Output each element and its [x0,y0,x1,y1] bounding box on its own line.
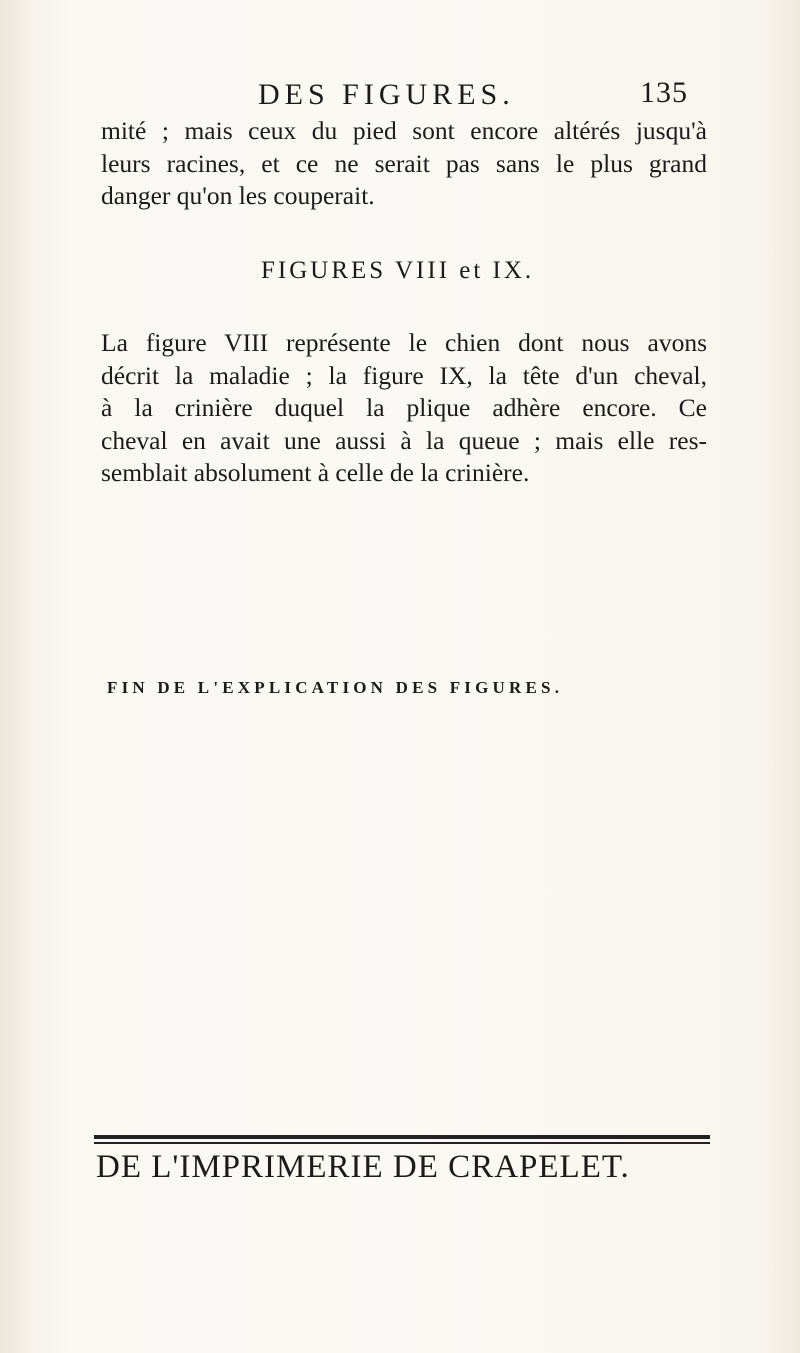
text-line: mité ; mais ceux du pied sont encore altérés jusqu'à [101,116,707,145]
paragraph-continuation [101,115,707,213]
imprint-rule-thin [94,1142,710,1144]
text-line: danger qu'on les couperait. [101,181,375,210]
text-line: semblait absolument à celle de la crinière. [101,458,530,487]
imprint-rule-thick [94,1135,710,1139]
running-title: DES FIGURES. [258,78,515,111]
text-line: à la crinière duquel la plique adhère encore. Ce [101,393,707,422]
text-line: décrit la maladie ; la figure IX, la tête d'un cheval, [101,360,707,390]
section-heading: FIGURES VIII et IX. [261,257,535,284]
page-number: 135 [640,76,688,109]
text-line: La figure VIII représente le chien dont nous avons [101,328,707,357]
end-of-explanation-notice: FIN DE L'EXPLICATION DES FIGURES. [107,678,564,697]
text-line: leurs racines, et ce ne serait pas sans le plus grand [101,148,707,178]
printer-imprint: DE L'IMPRIMERIE DE CRAPELET. [96,1149,630,1185]
paragraph-figures-description [101,327,707,490]
text-line: cheval en avait une aussi à la queue ; mais elle res- [101,425,707,455]
